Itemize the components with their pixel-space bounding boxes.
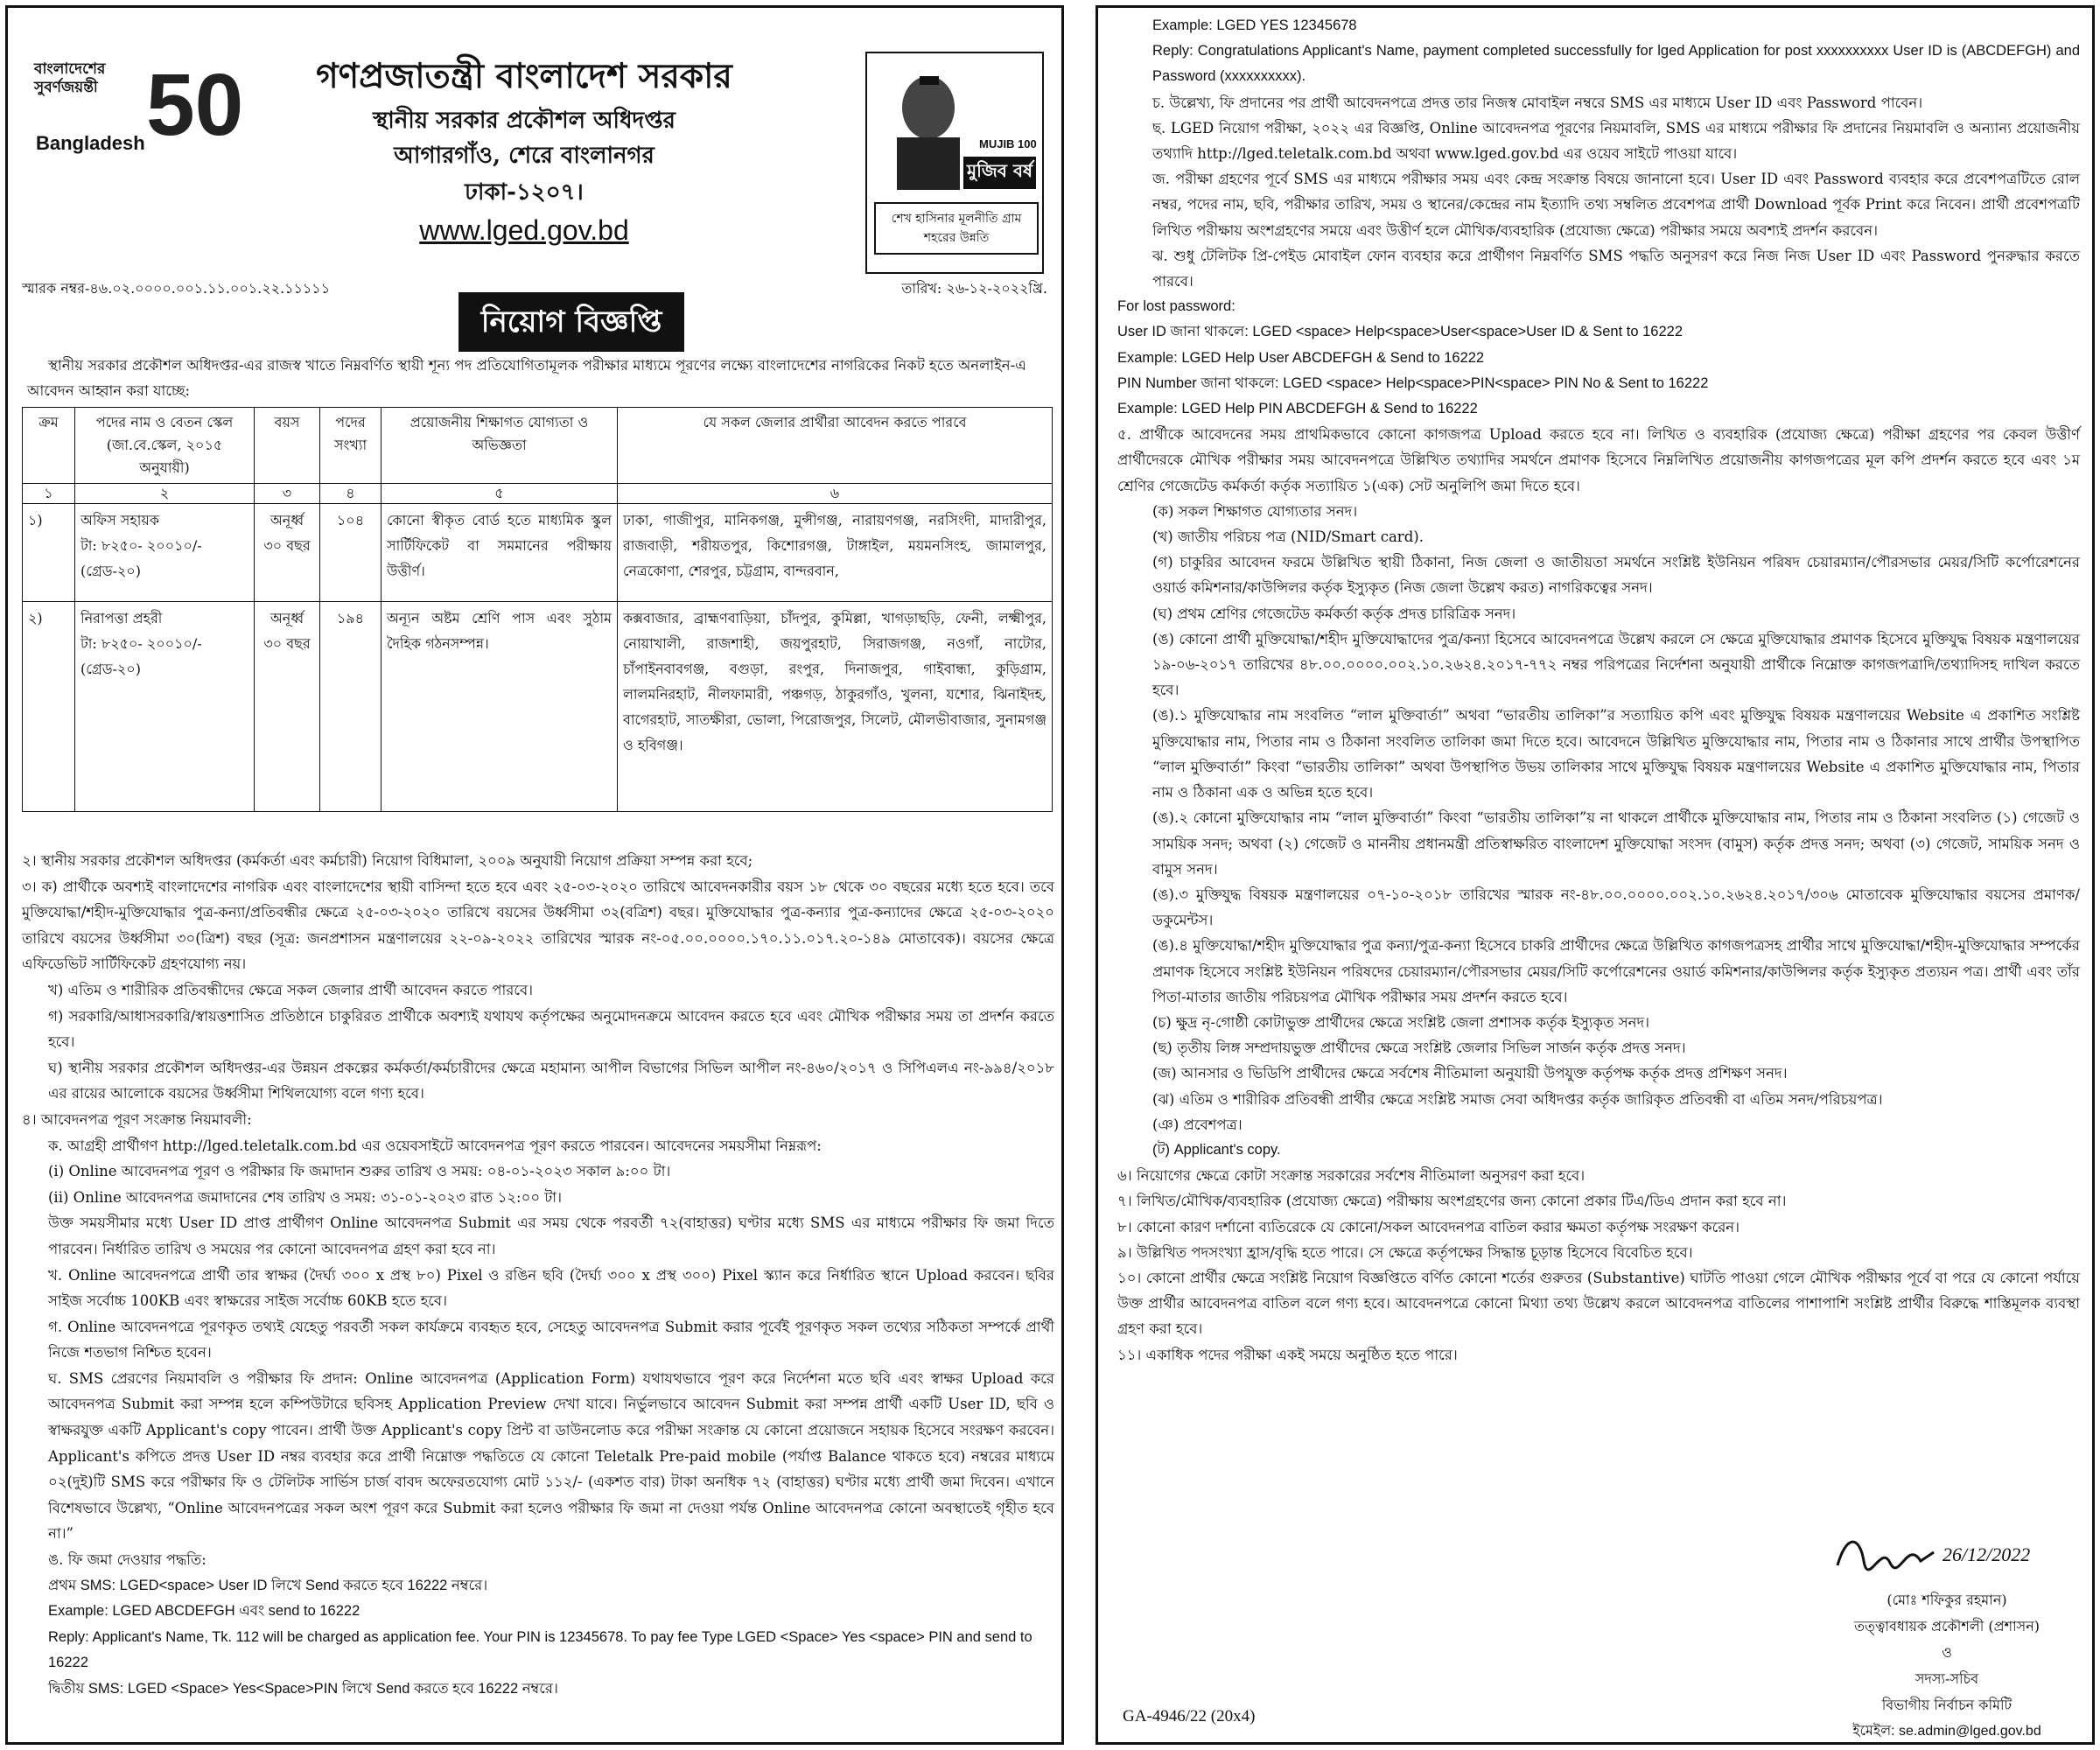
table-header-row (23, 408, 1053, 484)
ga-code: GA-4946/22 (20x4) (1123, 1707, 1256, 1726)
mujib-100-text: MUJIB 100 (979, 137, 1037, 150)
clause-3b: খ) এতিম ও শারীরিক প্রতিবন্ধীদের ক্ষেত্রে সকল জেলার প্রার্থী আবেদন করতে পারবে। (48, 981, 534, 998)
clause-4d: ঘ. SMS প্রেরণের নিয়মাবলি ও পরীক্ষার ফি প্রদান: Online আবেদনপত্র (Application Form) যথাযথভাবে পূরণ করে নির্দেশনা মতে ছবি এবং স্বাক্ষর Upload করে আবেদনপত্র Submit করা সম্পন্ন হলে কম্পিউটারে ছবিসহ Application Preview দেখা যাবে। নির্ভুলভাবে আবেদন Submit করা সম্পন্ন প্রার্থী একটি User ID, ছবি ও স্বাক্ষরযুক্ত একটি Applicant's copy পাবেন। প্রার্থী উক্ত Applicant's copy প্রিন্ট বা ডাউনলোড করে পরীক্ষা সংক্রান্ত যে কোনো প্রয়োজনে সহায়ক হিসেবে সংরক্ষণ করবেন। Applicant's কপিতে প্রদত্ত User ID নম্বর ব্যবহার করে প্রার্থী নিম্নোক্ত পদ্ধতিতে যে কোনো Teletalk Pre-paid mobile (পর্যাপ্ত Balance থাকতে হবে) নম্বরের মাধ্যমে ০২(দুই)টি SMS করে পরীক্ষার ফি ও টেলিটক সার্ভিস চার্জ বাবদ অফেরতযোগ্য মোট ১১২/- (একশত বার) টাকা অনধিক ৭২ (বাহাত্তর) ঘণ্টার মধ্যে প্রার্থী জমা দিবেন। এখানে বিশেষভাবে উল্লেখ্য, “Online আবেদনপত্রের সকল অংশ পূরণ করে Submit করা হলেও পরীক্ষার ফি জমা না দেওয়া পর্যন্ত Online আবেদনপত্র কোনো অবস্থাতেই গৃহীত হবে না।” (48, 1369, 1054, 1543)
eligible-districts: ঢাকা, গাজীপুর, মানিকগঞ্জ, মুন্সীগঞ্জ, নারায়ণগঞ্জ, নরসিংদী, মাদারীপুর, রাজবাড়ী, শরীয়তপুর, কিশোরগঞ্জ, টাঙ্গাইল, ময়মনসিংহ, জামালপুর, নেত্রকোণা, শেরপুর, চট্টগ্রাম, বান্দরবান, (618, 504, 1053, 602)
post-count: ১০৪ (320, 504, 382, 602)
column-number: ৪ (320, 484, 382, 504)
lost-pin-example: Example: LGED Help PIN ABCDEFGH & Send to 16222 (1117, 401, 1478, 417)
department-name: স্থানীয় সরকার প্রকৌশল অধিদপ্তর (373, 108, 676, 134)
doc-item: (ক) সকল শিক্ষাগত যোগ্যতার সনদ। (1152, 502, 1358, 520)
table-row (23, 602, 1053, 812)
first-sms-example: Example: LGED ABCDEFGH এবং send to 16222 (48, 1603, 360, 1620)
eligible-districts: কক্সবাজার, ব্রাহ্মণবাড়িয়া, চাঁদপুর, কুমিল্লা, খাগড়াছড়ি, ফেনী, লক্ষ্মীপুর, নোয়াখালী, রাজশাহী, জয়পুরহাট, সিরাজগঞ্জ, নওগাঁ, নাটোর, চাঁপাইনবাবগঞ্জ, বগুড়া, রংপুর, দিনাজপুর, গাইবান্ধা, কুড়িগ্রাম, লালমনিরহাট, নীলফামারী, পঞ্চগড়, ঠাকুরগাঁও, খুলনা, যশোর, ঝিনাইদহ, বাগেরহাট, সাতক্ষীরা, ভোলা, পিরোজপুর, সিলেট, মৌলভীবাজার, সুনামগঞ্জ ও হবিগঞ্জ। (618, 602, 1053, 812)
memo-number: স্মারক নম্বর-৪৬.০২.০০০০.০০১.১১.০০১.২২.১১১১১ (22, 280, 331, 297)
lost-userid-example: Example: LGED Help User ABCDEFGH & Send to 16222 (1117, 349, 1485, 366)
column-header: পদের নাম ও বেতন স্কেল (জা.বে.স্কেল, ২০১৫ অনুযায়ী) (75, 408, 255, 484)
doc-item: (ঙ) কোনো প্রার্থী মুক্তিযোদ্ধা/শহীদ মুক্তিযোদ্ধাদের পুত্র/কন্যা হিসেবে আবেদনপত্রে উল্লেখ করলে সে ক্ষেত্রে মুক্তিযোদ্ধার প্রমাণক হিসেবে মুক্তিযুদ্ধ বিষয়ক মন্ত্রণালয়ের ১৯-০৬-২০১৭ তারিখের ৪৮.০০.০০০০.০০২.১০.২৬২৪.২০১৭-৭৭২ নম্বর পরিপত্রের নির্দেশনা অনুযায়ী প্রার্থীকে নিম্নোক্ত কাগজপত্রাদি/তথ্যাদিসহ দাখিল করতে হবে। (1152, 630, 2080, 699)
post-cell (75, 602, 255, 812)
clause-8: ৮। কোনো কারণ দর্শানো ব্যতিরেকে যে কোনো/সকল আবেদনপত্র বাতিল করার ক্ষমতা কর্তৃপক্ষ সংরক্ষণ করেন। (1117, 1218, 1740, 1236)
column-number: ৫ (382, 484, 618, 504)
qualification: কোনো স্বীকৃত বোর্ড হতে মাধ্যমিক স্কুল সার্টিফিকেট বা সমমানের পরীক্ষায় উত্তীর্ণ। (382, 504, 618, 602)
logo-text-bangladesh: Bangladesh (36, 132, 145, 154)
doc-item: (ঙ).৪ মুক্তিযোদ্ধা/শহীদ মুক্তিযোদ্ধার পুত্র কন্যা/পুত্র-কন্যা হিসেবে চাকরি প্রার্থীদের ক্ষেত্রে উল্লিখিত কাগজপত্রসহ প্রার্থীর সাথে মুক্তিযোদ্ধা/শহীদ-মুক্তিযোদ্ধার সম্পর্কের প্রমাণক হিসেবে সংশ্লিষ্ট ইউনিয়ন পরিষদের চেয়ারম্যান/পৌরসভার মেয়র/সিটি কর্পোরেশনের ওয়ার্ড কমিশনার/কাউন্সিলর কর্তৃক ইস্যুকৃত প্রত্যয়ন পত্র। প্রার্থী এবং তাঁর পিতা-মাতার জাতীয় পরিচয়পত্র মৌখিক পরীক্ষার সময় প্রদর্শন করতে হবে। (1152, 937, 2080, 1005)
clause-4e-heading: ঙ. ফি জমা দেওয়ার পদ্ধতি: (48, 1551, 206, 1569)
website-link[interactable]: www.lged.gov.bd (419, 214, 629, 246)
clause-4b: খ. Online আবেদনপত্রে প্রার্থী তার স্বাক্ষর (দৈর্ঘ্য ৩০০ x প্রস্থ ৮০) Pixel ও রঙিন ছবি (দৈর্ঘ্য ৩০০ x প্রস্থ ৩০০) Pixel স্ক্যান করে নির্ধারিত স্থানে Upload করবেন। ছবির সাইজ সর্বোচ্চ 100KB এবং স্বাক্ষরের সাইজ সর্বোচ্চ 60KB হতে হবে। (48, 1266, 1054, 1310)
second-sms-example: Example: LGED YES 12345678 (1152, 18, 1357, 33)
column-header: ক্রম (23, 408, 75, 484)
clause-10: ১০। কোনো প্রার্থীর ক্ষেত্রে সংশ্লিষ্ট নিয়োগ বিজ্ঞপ্তিতে বর্ণিত কোনো শর্তের গুরুতর (Substantive) ঘাটতি পাওয়া গেলে মৌখিক পরীক্ষার পূর্বে বা পরে যে কোনো পর্যায়ে উক্ত প্রার্থীর আবেদনপত্র বাতিল বলে গণ্য হবে। আবেদনপত্রে কোনো মিথ্যা তথ্য উল্লেখ করলে আবেদনপত্র বাতিলের পাশাপাশি সংশ্লিষ্ট প্রার্থীর বিরুদ্ধে শাস্তিমূলক ব্যবস্থা গ্রহণ করা হবে। (1117, 1269, 2080, 1338)
clause-11: ১১। একাধিক পদের পরীক্ষা একই সময়ে অনুষ্ঠিত হতে পারে। (1117, 1346, 1458, 1363)
post-count: ১৯৪ (320, 602, 382, 812)
golden-jubilee-logo (34, 52, 244, 183)
doc-item: (চ) ক্ষুদ্র নৃ-গোষ্ঠী কোটাভুক্ত প্রার্থীদের ক্ষেত্রে সংশ্লিষ্ট জেলা প্রশাসক কর্তৃক ইস্যুকৃত সনদ। (1152, 1013, 1650, 1031)
clause-6: ৬। নিয়োগের ক্ষেত্রে কোটা সংক্রান্ত সরকারের সর্বশেষ নীতিমালা অনুসরণ করা হবে। (1117, 1167, 1586, 1185)
logo-text-bangla: বাংলাদেশের সুবর্ণজয়ন্তী (34, 60, 106, 96)
page-gap (1067, 0, 1093, 1750)
office-city: ঢাকা-১২০৭। (465, 179, 584, 206)
doc-item: (ঘ) প্রথম শ্রেণির গেজেটেড কর্মকর্তা কর্তৃক প্রদত্ত চারিত্রিক সনদ। (1152, 605, 1516, 622)
clause-5: ৫. প্রার্থীকে আবেদনের সময় প্রাথমিকভাবে কোনো কাগজপত্র Upload করতে হবে না। লিখিত ও ব্যবহারিক (প্রযোজ্য ক্ষেত্রে) পরীক্ষা গ্রহণের পর কেবল উত্তীর্ণ প্রার্থীদেরকে মৌখিক পরীক্ষার সময় আবেদনপত্রে উল্লিখিত তথ্যাদির সমর্থনে প্রমাণক হিসেবে নিম্নলিখিত প্রয়োজনীয় কাগজপত্রের মূল কপি প্রদর্শন করতে হবে এবং ১ম শ্রেণির গেজেটেড কর্মকর্তা কর্তৃক সত্যায়িত ১(এক) সেট অনুলিপি জমা দিতে হবে। (1117, 426, 2080, 494)
mujib-year-logo: মুজিব বর্ষ (963, 157, 1036, 189)
clause-4a-end: (ii) Online আবেদনপত্র জমাদানের শেষ তারিখ ও সময়: ৩১-০১-২০২৩ রাত ১২:০০ টা। (48, 1188, 562, 1206)
clause-7: ৭। লিখিত/মৌখিক/ব্যবহারিক (প্রযোজ্য ক্ষেত্রে) পরীক্ষায় অংশগ্রহণের জন্য কোনো প্রকার টিএ/ডিএ প্রদান করা হবে না। (1117, 1193, 1787, 1210)
age-limit: অনূর্ধ্ব ৩০ বছর (255, 602, 320, 812)
signature-block (1816, 1526, 2078, 1745)
clause-4a-start: (i) Online আবেদনপত্র পূরণ ও পরীক্ষার ফি জমাদান শুরুর তারিখ ও সময়: ০৪-০১-২০২৩ সকাল ৯:০০ টা। (48, 1163, 671, 1180)
doc-item: (ঙ).১ মুক্তিযোদ্ধার নাম সংবলিত “লাল মুক্তিবার্তা” অথবা “ভারতীয় তালিকা”র সত্যায়িত কপি এবং মুক্তিযুদ্ধ বিষয়ক মন্ত্রণালয়ের Website এ প্রকাশিত সংশ্লিষ্ট মুক্তিযোদ্ধার নাম, পিতার নাম ও ঠিকানা সংবলিত তালিকা জমা দিতে হবে। আবেদনে উল্লিখিত মুক্তিযোদ্ধার নাম, পিতার নাম ও ঠিকানার সাথে প্রার্থীর উপস্থাপিত “লাল মুক্তিবার্তা” কিংবা “ভারতীয় তালিকা” অথবা উপস্থাপিত উভয় তালিকার সাথে মুক্তিযুদ্ধ বিষয়ক মন্ত্রণালয়ের Website এ প্রকাশিত মুক্তিযোদ্ধার নাম, পিতার নাম ও ঠিকানা এক ও অভিন্ন হতে হবে। (1152, 707, 2080, 802)
doc-item: (গ) চাকুরির আবেদন ফরমে উল্লিখিত স্থায়ী ঠিকানা, নিজ জেলা ও জাতীয়তা সমর্থনে সংশ্লিষ্ট ইউনিয়ন পরিষদ চেয়ারম্যান/পৌরসভার মেয়র/সিটি কর্পোরেশনের ওয়ার্ড কমিশনার/কাউন্সিলর কর্তৃক ইস্যুকৃত (নিজ জেলা উল্লেখ করত) নাগরিকত্বের সনদ। (1152, 554, 2080, 597)
signatory-role: সদস্য-সচিব (1914, 1670, 1979, 1687)
post-grade: (গ্রেড-২০) (80, 661, 141, 677)
post-name: নিরাপত্তা প্রহরী (80, 610, 163, 626)
column-number: ৬ (618, 484, 1053, 504)
clause-4c: গ. Online আবেদনপত্রে পূরণকৃত তথ্যই যেহেতু পরবর্তী সকল কার্যক্রমে ব্যবহৃত হবে, সেহেতু আবেদনপত্র Submit করার পূর্বেই পূরণকৃত সকল তথ্যের সঠিকতা সম্পর্কে প্রার্থী নিজে শতভাগ নিশ্চিত হবেন। (48, 1318, 1054, 1362)
second-sms-reply: Reply: Congratulations Applicant's Name, payment completed successfully for lged Application for post xxxxxxxxxx User ID is (ABCDEFGH) and Password (xxxxxxxxxx). (1152, 43, 2080, 85)
signatory-name: (মোঃ শফিকুর রহমান) (1886, 1592, 2007, 1608)
clause-3a: ৩। ক) প্রার্থীকে অবশ্যই বাংলাদেশের নাগরিক এবং বাংলাদেশের স্থায়ী বাসিন্দা হতে হবে এবং ২৫-০৩-২০২০ তারিখে আবেদনকারীর বয়স ১৮ থেকে ৩০ বছরের মধ্যে হতে হবে। তবে মুক্তিযোদ্ধা/শহীদ-মুক্তিযোদ্ধার পুত্র-কন্যা/প্রতিবন্ধীর ক্ষেত্রে ২৫-০৩-২০২০ তারিখে বয়সের উর্ধ্বসীমা ৩২(বত্রিশ) বছর। মুক্তিযোদ্ধার পুত্র-কন্যার পুত্র-কন্যাদের ক্ষেত্রে ২৫-০৩-২০২০ তারিখে বয়সের উর্ধ্বসীমা ৩০(ত্রিশ) বছর (সূত্র: জনপ্রশাসন মন্ত্রণালয়ের ২২-০৯-২০২২ তারিখের স্মারক নং-০৫.০০.০০০০.১৭০.১১.০১৭.২০-১৪৯ মোতাবেক)। বয়সের ক্ষেত্রে এফিডেভিট সার্টিফিকেট গ্রহণযোগ্য নয়। (22, 878, 1054, 973)
doc-item: (ট) Applicant's copy. (1152, 1141, 1281, 1158)
column-number: ৩ (255, 484, 320, 504)
clause-4i: ঝ. শুধু টেলিটক প্রি-পেইড মোবাইল ফোন ব্যবহার করে প্রার্থীগণ নিম্নবর্ণিত SMS পদ্ধতি অনুসরণ করে নিজ নিজ User ID এবং Password পুনরুদ্ধার করতে পারবে। (1152, 247, 2080, 290)
lost-pin-instruction: PIN Number জানা থাকলে: LGED <space> Help<space>PIN<space> PIN No & Sent to 16222 (1117, 374, 1709, 391)
first-sms-instruction: প্রথম SMS: LGED<space> User ID লিখে Send করতে হবে 16222 নম্বরে। (48, 1577, 488, 1593)
clause-4f: চ. উল্লেখ্য, ফি প্রদানের পর প্রার্থী আবেদনপত্রে প্রদত্ত তার নিজস্ব মোবাইল নম্বরে SMS এর মাধ্যমে User ID এবং Password পাবেন। (1152, 94, 1923, 111)
qualification: অন্যূন অষ্টম শ্রেণি পাস এবং সুঠাম দৈহিক গঠনসম্পন্ন। (382, 602, 618, 812)
notice-title: নিয়োগ বিজ্ঞপ্তি (458, 292, 684, 352)
age-limit: অনূর্ধ্ব ৩০ বছর (255, 504, 320, 602)
post-grade: (গ্রেড-২০) (80, 563, 141, 579)
signatory-and: ও (1942, 1644, 1952, 1661)
second-sms-instruction: দ্বিতীয় SMS: LGED <Space> Yes<Space>PIN লিখে Send করতে হবে 16222 নম্বরে। (48, 1681, 558, 1697)
doc-item: (জ) আনসার ও ভিডিপি প্রার্থীদের ক্ষেত্রে সর্বশেষ নীতিমালা অনুযায়ী উপযুক্ত কর্তৃপক্ষ কর্তৃক প্রদত্ত প্রশিক্ষণ সনদ। (1152, 1065, 1788, 1082)
post-name: অফিস সহায়ক (80, 512, 160, 528)
column-header: যে সকল জেলার প্রার্থীরা আবেদন করতে পারবে (618, 408, 1053, 484)
table-number-row (23, 484, 1053, 504)
signature-date: 26/12/2022 (1942, 1544, 2031, 1565)
post-cell (75, 504, 255, 602)
right-body-text (1117, 13, 2080, 1368)
doc-item: (ঙ).২ কোনো মুক্তিযোদ্ধার নাম “লাল মুক্তিবার্তা” কিংবা “ভারতীয় তালিকা”য় না থাকলে প্রার্থীকে মুক্তিযোদ্ধার নাম, পিতার নাম ও ঠিকানা সংবলিত (১) গেজেট ও সাময়িক সনদ; অথবা (২) গেজেট ও মাননীয় প্রধানমন্ত্রী প্রতিস্বাক্ষরিত বাংলাদেশ মুক্তিযোদ্ধা সংসদ (বামুস) কর্তৃক প্রদত্ত সনদ; অথবা (৩) গেজেট, সাময়িক সনদ ও বামুস সনদ। (1152, 809, 2080, 878)
clause-4g: ছ. LGED নিয়োগ পরীক্ষা, ২০২২ এর বিজ্ঞপ্তি, Online আবেদনপত্র পূরণের নিয়মাবলি, SMS এর মাধ্যমে পরীক্ষার ফি প্রদানের নিয়মাবলি ও অন্যান্য প্রয়োজনীয় তথ্যাদি http://lged.teletalk.com.bd অথবা www.lged.gov.bd এর ওয়েব সাইটে পাওয়া যাবে। (1152, 119, 2080, 163)
doc-item: (ঝ) এতিম ও শারীরিক প্রতিবন্ধী প্রার্থীর ক্ষেত্রে সংশ্লিষ্ট সমাজ সেবা অধিদপ্তর কর্তৃক জারিকৃত প্রতিবন্ধী বা এতিম সনদ/পরিচয়পত্র। (1152, 1090, 1883, 1108)
notice-page-2 (1096, 5, 2095, 1745)
intro-text: স্থানীয় সরকার প্রকৌশল অধিদপ্তর-এর রাজস্ব খাতে নিম্নবর্ণিত স্থায়ী শূন্য পদ প্রতিযোগিতামূলক পরীক্ষার মাধ্যমে পূরণের লক্ষ্যে বাংলাদেশের নাগরিকের নিকট হতে অনলাইন-এ আবেদন আহ্বান করা যাচ্ছে: (27, 357, 1026, 399)
clause-4-heading: ৪। আবেদনপত্র পূরণ সংক্রান্ত নিয়মাবলী: (22, 1110, 252, 1128)
government-title: গণপ্রজাতন্ত্রী বাংলাদেশ সরকার (316, 56, 732, 96)
notice-date: তারিখ: ২৬-১২-২০২২খ্রি. (901, 280, 1047, 297)
doc-item: (ঞ) প্রবেশপত্র। (1152, 1116, 1242, 1133)
signatory-committee: বিভাগীয় নির্বাচন কমিটি (1881, 1697, 2012, 1713)
doc-item: (ছ) তৃতীয় লিঙ্গ সম্প্রদায়ভুক্ত প্রার্থীদের ক্ষেত্রে সংশ্লিষ্ট জেলার সিভিল সার্জন কর্তৃক প্রদত্ত সনদ। (1152, 1040, 1686, 1057)
first-sms-reply: Reply: Applicant's Name, Tk. 112 will be charged as application fee. Your PIN is 12345678. To pay fee Type LGED <Space> Yes <space> PIN and send to 16222 (48, 1628, 1032, 1671)
clause-9: ৯। উল্লিখিত পদসংখ্যা হ্রাস/বৃদ্ধি হতে পারে। সে ক্ষেত্রে কর্তৃপক্ষের সিদ্ধান্ত চূড়ান্ত হিসেবে বিবেচিত হবে। (1117, 1243, 1693, 1261)
clause-4h: জ. পরীক্ষা গ্রহণের পূর্বে SMS এর মাধ্যমে পরীক্ষার সময় এবং কেন্দ্র সংক্রান্ত বিষয়ে জানানো হবে। User ID এবং Password ব্যবহার করে প্রবেশপত্রটিতে রোল নম্বর, পদের নাম, ছবি, পরীক্ষার তারিখ, সময় ও স্থানের/কেন্দ্রের নাম ইত্যাদি তথ্য সম্বলিত প্রবেশপত্র প্রার্থী Download পূর্বক Print করে নিবেন। প্রার্থী প্রবেশপত্রটি লিখিত পরীক্ষায় অংশগ্রহণের সময়ে এবং উত্তীর্ণ হলে মৌখিক/ব্যবহারিক (প্রযোজ্য ক্ষেত্রে) পরীক্ষার সময়ে অবশ্যই প্রদর্শন করবেন। (1152, 171, 2080, 239)
column-header: পদের সংখ্যা (320, 408, 382, 484)
clause-2: ২। স্থানীয় সরকার প্রকৌশল অধিদপ্তর (কর্মকর্তা এবং কর্মচারী) নিয়োগ বিধিমালা, ২০০৯ অনুযায়ী নিয়োগ প্রক্রিয়া সম্পন্ন করা হবে; (22, 852, 753, 869)
lost-password-heading: For lost password: (1117, 298, 1236, 315)
clause-3d: ঘ) স্থানীয় সরকার প্রকৌশল অধিদপ্তর-এর উন্নয়ন প্রকল্পের কর্মকর্তা/কর্মচারীদের ক্ষেত্রে মহামান্য আপীল বিভাগের সিভিল আপীল নং-৪৬০/২০১৭ ও সিপিএলএ নং-৯৯৪/২০১৮ এর রায়ের আলোকে বয়সের উর্ধ্বসীমা শিথিলযোগ্য বলে গণ্য হবে। (48, 1059, 1054, 1102)
signatory-email[interactable]: ইমেইল: se.admin@lged.gov.bd (1852, 1724, 2041, 1739)
notice-page-1 (5, 5, 1064, 1745)
clause-3c: গ) সরকারি/আধাসরকারি/স্বায়ত্তশাসিত প্রতিষ্ঠানে চাকুরিরত প্রার্থীকে অবশ্যই যথাযথ কর্তৃপক্ষের অনুমোদনক্রমে আবেদন করতে হবে এবং মৌখিক পরীক্ষার সময় তা প্রদর্শন করতে হবে। (48, 1007, 1054, 1051)
left-body-text (22, 848, 1054, 1703)
clause-4a: ক. আগ্রহী প্রার্থীগণ http://lged.teletalk.com.bd এর ওয়েবসাইটে আবেদনপত্র পূরণ করতে পারবেন। আবেদনের সময়সীমা নিম্নরূপ: (48, 1137, 822, 1154)
mujib-portrait-badge (865, 52, 1044, 274)
handwritten-signature (1820, 1526, 2074, 1578)
column-header: প্রয়োজনীয় শিক্ষাগত যোগ্যতা ও অভিজ্ঞতা (382, 408, 618, 484)
logo-number-50: 50 (146, 56, 244, 154)
table-row (23, 504, 1053, 602)
post-scale: টা: ৮২৫০- ২০০১০/- (80, 635, 202, 652)
row-serial: ২) (23, 602, 75, 812)
doc-item: (ঙ).৩ মুক্তিযুদ্ধ বিষয়ক মন্ত্রণালয়ের ০৭-১০-২০১৮ তারিখের স্মারক নং-৪৮.০০.০০০০.০০২.১০.২৬২৪.২০১৭/৩০৬ মোতাবেক মুক্তিযোদ্ধার বয়সের প্রমাণক/ডকুমেন্টস। (1152, 886, 2080, 929)
lost-userid-instruction: User ID জানা থাকলে: LGED <space> Help<space>User<space>User ID & Sent to 16222 (1117, 324, 1684, 340)
doc-item: (খ) জাতীয় পরিচয় পত্র (NID/Smart card). (1152, 528, 1424, 546)
column-header: বয়স (255, 408, 320, 484)
column-number: ১ (23, 484, 75, 504)
slogan-box: শেখ হাসিনার মূলনীতি গ্রাম শহরের উন্নতি (874, 202, 1039, 255)
column-number: ২ (75, 484, 255, 504)
row-serial: ১) (23, 504, 75, 602)
office-address: আগারগাঁও, শেরে বাংলানগর (394, 143, 654, 169)
signatory-designation: তত্ত্বাবধায়ক প্রকৌশলী (প্রশাসন) (1853, 1618, 2040, 1634)
posts-table (22, 407, 1053, 812)
post-scale: টা: ৮২৫০- ২০০১০/- (80, 537, 202, 554)
clause-4a-note: উক্ত সময়সীমার মধ্যে User ID প্রাপ্ত প্রার্থীগণ Online আবেদনপত্র Submit এর সময় থেকে পরবর্তী ৭২(বাহাত্তর) ঘণ্টার মধ্যে SMS এর মাধ্যমে পরীক্ষার ফি জমা দিতে পারবেন। নির্ধারিত তারিখ ও সময়ের পর কোনো আবেদনপত্র গ্রহণ করা হবে না। (48, 1214, 1054, 1257)
